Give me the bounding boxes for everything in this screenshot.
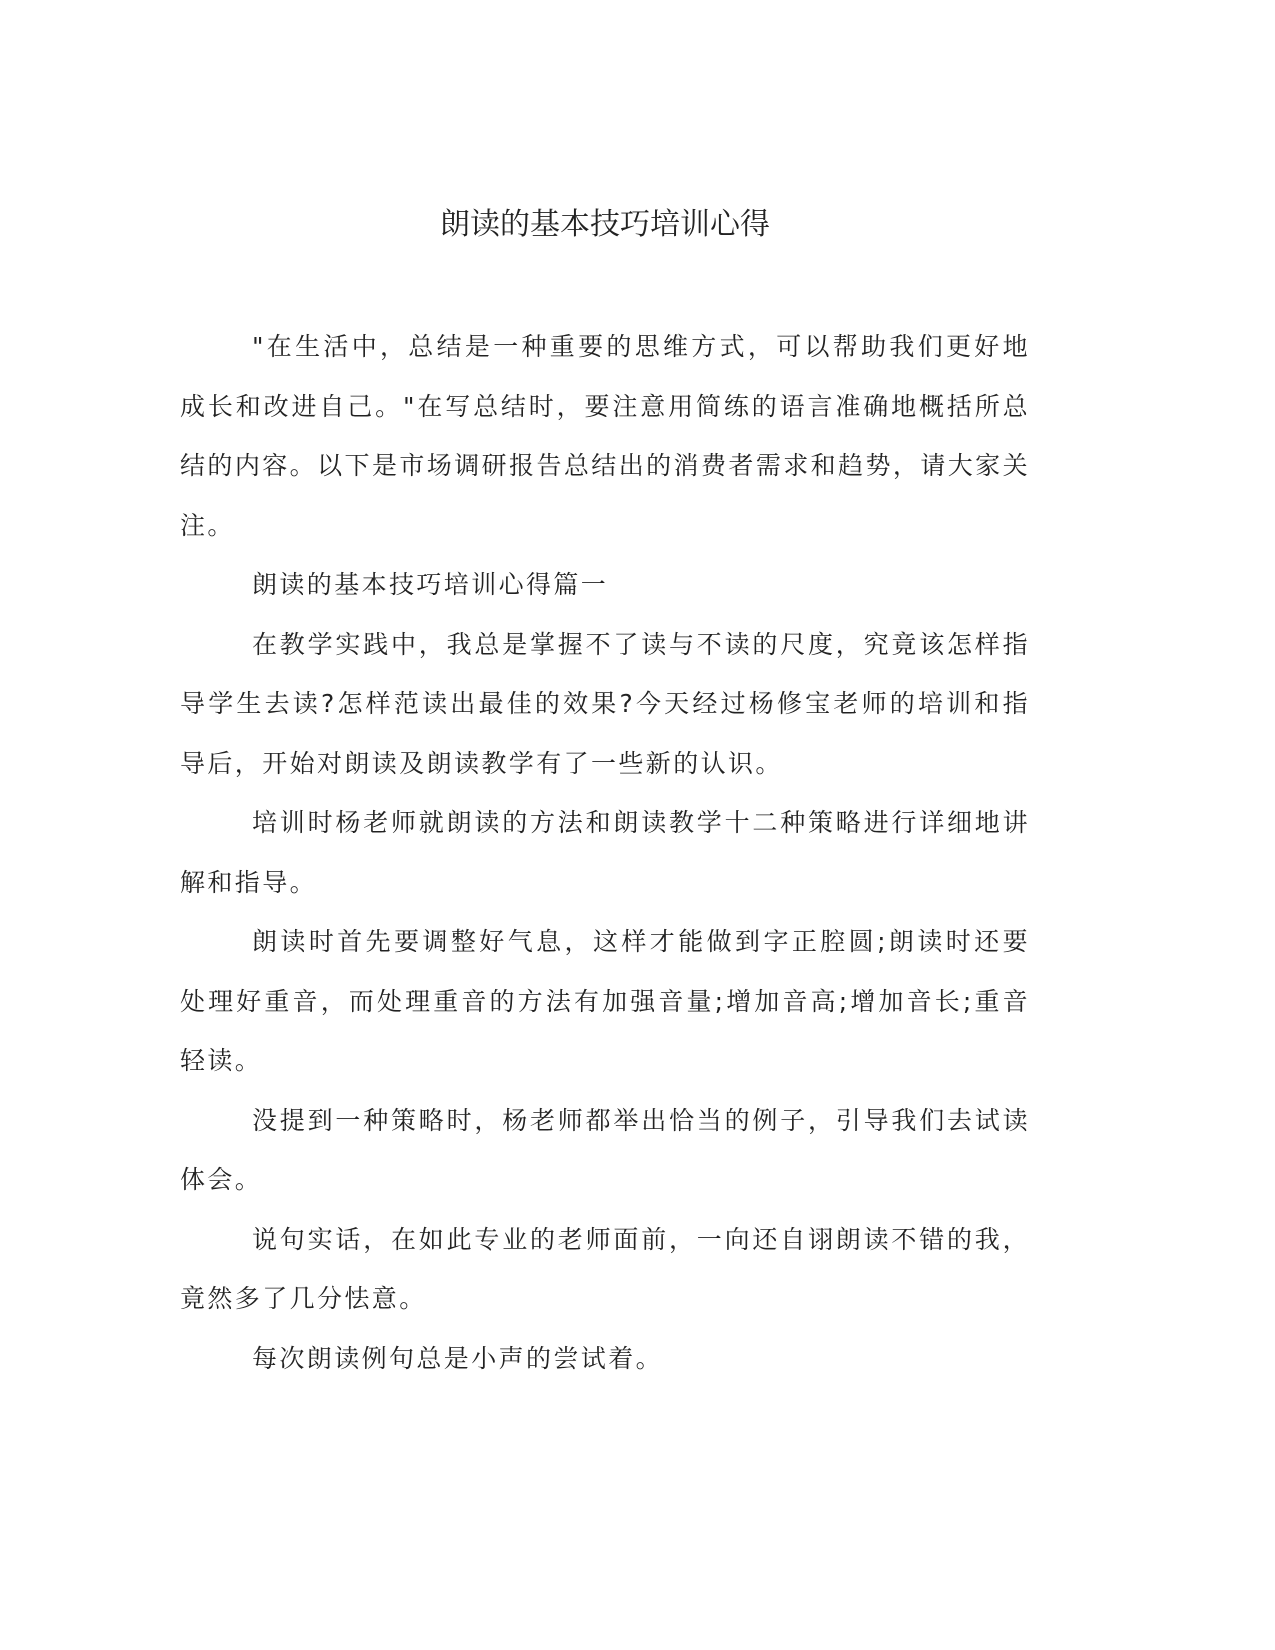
paragraph: 每次朗读例句总是小声的尝试着。 bbox=[252, 1343, 664, 1373]
document-body bbox=[180, 317, 1030, 1388]
paragraph: 培训时杨老师就朗读的方法和朗读教学十二种策略进行详细地讲解和指导。 bbox=[180, 808, 1030, 897]
paragraph: 在教学实践中，我总是掌握不了读与不读的尺度，究竟该怎样指导学生去读?怎样范读出最佳的效果?今天经过杨修宝老师的培训和指导后，开始对朗读及朗读教学有了一些新的认识。 bbox=[180, 629, 1030, 778]
paragraph-intro: "在生活中，总结是一种重要的思维方式，可以帮助我们更好地成长和改进自己。"在写总结时，要注意用简练的语言准确地概括所总结的内容。以下是市场调研报告总结出的消费者需求和趋势，请大家关注。 bbox=[180, 332, 1030, 540]
document-title: 朗读的基本技巧培训心得 bbox=[440, 207, 770, 242]
paragraph: 没提到一种策略时，杨老师都举出恰当的例子，引导我们去试读体会。 bbox=[180, 1105, 1030, 1194]
paragraph: 朗读时首先要调整好气息，这样才能做到字正腔圆;朗读时还要处理好重音，而处理重音的方法有加强音量;增加音高;增加音长;重音轻读。 bbox=[180, 927, 1030, 1075]
section-heading: 朗读的基本技巧培训心得篇一 bbox=[252, 570, 609, 599]
paragraph: 说句实话，在如此专业的老师面前，一向还自诩朗读不错的我，竟然多了几分怯意。 bbox=[180, 1224, 1030, 1313]
